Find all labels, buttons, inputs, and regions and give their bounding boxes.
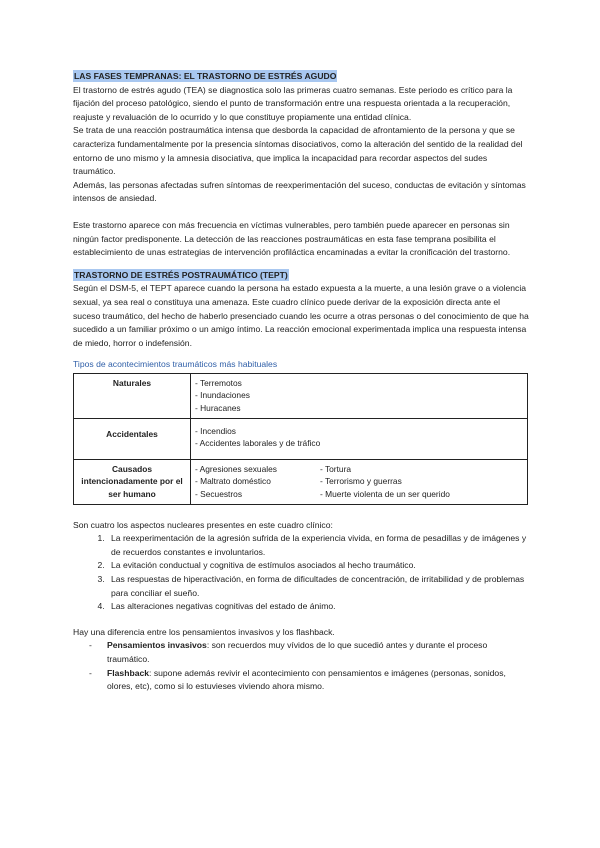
list-item: - Maltrato doméstico bbox=[195, 476, 271, 487]
list-item: - Agresiones sexuales bbox=[195, 463, 277, 474]
definition-text: : son recuerdos muy vívidos de lo que sucedió antes y durante el proceso traumático. bbox=[107, 640, 488, 664]
term-invasive-thoughts: Pensamientos invasivos bbox=[107, 640, 207, 651]
trauma-types-table bbox=[73, 373, 528, 505]
table-row bbox=[74, 418, 528, 459]
aspects-list bbox=[73, 532, 529, 614]
list-item: - Pensamientos invasivos: son recuerdos muy vívidos de lo que sucedió antes y durante el proceso traumático. bbox=[89, 640, 488, 664]
section-flashback bbox=[73, 626, 529, 694]
table-title: Tipos de acontecimientos traumáticos más habituales bbox=[73, 359, 278, 370]
list-item: - Terrorismo y guerras bbox=[320, 476, 402, 487]
category-cell: Causados intencionadamente por el ser humano bbox=[74, 459, 191, 504]
list-item: 3. Las respuestas de hiperactivación, en forma de dificultades de concentración, de irritabilidad y de problemas para conciliar el sueño. bbox=[107, 573, 529, 600]
list-item: - Incendios bbox=[195, 425, 236, 436]
flashback-list bbox=[73, 639, 529, 693]
document-page bbox=[73, 70, 529, 694]
paragraph-tea-description: Se trata de una reacción postraumática intensa que desborda la capacidad de afrontamiento de la persona y que se caracteriza fundamentalmente por la presencia síntomas disociativos, como la alteración del sentido de la realidad del entorno de uno mismo y la amnesia disociativa, que implica la incapacidad para recordar aspectos del sudes traumático. bbox=[73, 125, 523, 177]
category-cell: Naturales bbox=[74, 373, 191, 418]
list-item: 1. La reexperimentación de la agresión sufrida de la experiencia vivida, en forma de pesadillas y de imágenes y de recuerdos constantes e involuntarios. bbox=[107, 532, 529, 559]
paragraph-tea-intro: El trastorno de estrés agudo (TEA) se diagnostica solo las primeras cuatro semanas. Este periodo es crítico para la fijación del proceso patológico, siendo el punto de transformación entre una respuesta orientada a la recuperación, reajuste y revaluación de lo ocurrido y lo que constituye propiamente una entidad clínica. bbox=[73, 84, 513, 122]
paragraph-tea-symptoms: Además, las personas afectadas sufren síntomas de reexperimentación del suceso, conductas de evitación y síntomas intensos de ansiedad. bbox=[73, 179, 526, 204]
list-item: - Muerte violenta de un ser querido bbox=[320, 489, 450, 500]
paragraph-flashback-intro: Hay una diferencia entre los pensamientos invasivos y los flashback. bbox=[73, 626, 335, 637]
definition-text: : supone además revivir el acontecimiento con pensamientos e imágenes (personas, sonidos, olores, etc), como si lo estuvieses viviendo ahora mismo. bbox=[107, 667, 506, 692]
items-cell bbox=[191, 418, 528, 459]
paragraph-tept-definition: Según el DSM-5, el TEPT aparece cuando la persona ha estado expuesta a la muerte, a una lesión grave o a violencia sexual, ya sea real o constituya una amenaza. Este cuadro clínico puede derivar de la exposición directa ante el suceso traumático, del hecho de haberlo presenciado cuando les ocurre a otras personas o del conocimiento de que ha sucedido a un familiar próximo o un amigo íntimo. La reacción emocional experimentada implica una respuesta intensa de miedo, horror o indefensión. bbox=[73, 283, 529, 348]
category-cell: Accidentales bbox=[74, 418, 191, 459]
items-column-1 bbox=[195, 463, 320, 501]
paragraph-tea-frequency: Este trastorno aparece con más frecuencia en víctimas vulnerables, pero también puede aparecer en personas sin ningún factor predisponente. La detección de las reacciones postraumáticas en esta fase temprana posibilita el establecimiento de unas estrategias de intervención profiláctica encaminadas a evitar la cronificación del trastorno. bbox=[73, 219, 511, 258]
table-row bbox=[74, 459, 528, 504]
list-item: - Secuestros bbox=[195, 489, 243, 500]
list-item: - Tortura bbox=[320, 463, 352, 474]
list-item: - Terremotos bbox=[195, 377, 242, 388]
list-item: - Huracanes bbox=[195, 403, 241, 414]
list-item: - Accidentes laborales y de tráfico bbox=[195, 438, 321, 449]
items-column-2 bbox=[320, 463, 450, 501]
section-acute-stress bbox=[73, 70, 529, 260]
paragraph-aspects-intro: Son cuatro los aspectos nucleares presentes en este cuadro clínico: bbox=[73, 519, 333, 530]
section-core-aspects bbox=[73, 519, 529, 614]
list-item: - Inundaciones bbox=[195, 390, 250, 401]
items-cell bbox=[191, 459, 528, 504]
section-heading-tept: TRASTORNO DE ESTRÉS POSTRAUMÁTICO (TEPT) bbox=[74, 269, 288, 280]
list-item: 4. Las alteraciones negativas cognitivas del estado de ánimo. bbox=[107, 600, 529, 614]
section-ptsd bbox=[73, 269, 529, 351]
term-flashback: Flashback bbox=[107, 667, 150, 678]
list-item: - Flashback: supone además revivir el acontecimiento con pensamientos e imágenes (personas, sonidos, olores, etc), como si lo estuvieses viviendo ahora mismo. bbox=[89, 667, 506, 692]
items-cell bbox=[191, 373, 528, 418]
section-heading-tea: LAS FASES TEMPRANAS: EL TRASTORNO DE ESTRÉS AGUDO bbox=[74, 71, 337, 81]
table-row bbox=[74, 373, 528, 418]
list-item: 2. La evitación conductual y cognitiva de estímulos asociados al hecho traumático. bbox=[107, 559, 529, 573]
